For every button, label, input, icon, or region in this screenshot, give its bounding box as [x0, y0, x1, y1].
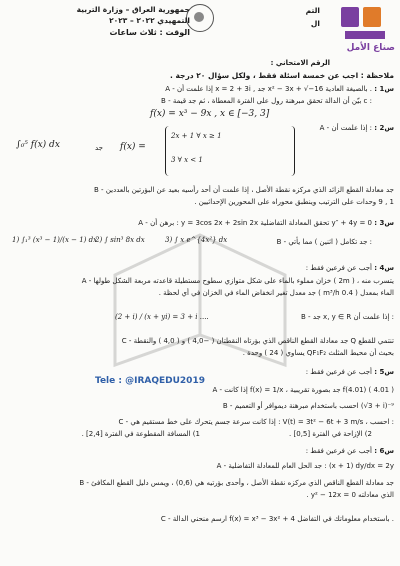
- exam-number-label: الرقم الامتحاني :: [270, 59, 330, 67]
- q3-integral-1: 1) ∫₁³ (x³ − 1)/(x − 1) dx: [12, 236, 98, 244]
- q5-part-a: A - إذا كانت f(x) = 1/x ، جد بصورة تقريبية f(4.01) ( 4.01 ): [212, 386, 394, 394]
- q1-function: f(x) = x³ − 9x , x ∈ [−3, 3]: [150, 109, 270, 119]
- q4-title: أجب عن فرعين فقط :: [305, 264, 372, 272]
- header-ministry: جمهورية العراق – وزارة التربية: [76, 5, 190, 14]
- header-time: الوقت : ثلاث ساعات: [109, 28, 190, 37]
- telegram-watermark: Tele : @IRAQEDU2019: [95, 376, 205, 386]
- q4-part-a: A - خزان مملوء بالماء على شكل متوازي سطوح مستطيلة قاعدته مربعة الشكل طولها ( 2m ) ، يتسرب منه: [81, 277, 394, 285]
- q6-part-b-cont: الذي معادلته y² − 12x = 0 .: [306, 491, 394, 499]
- q5-part-c-1: 1) المسافة المقطوعة في الفترة [2,4] .: [81, 430, 200, 438]
- q4-part-c-cont: بحيث أن محيط المثلث QF₁F₂ يساوي ( 24 ) وحدة .: [242, 349, 394, 357]
- q1-label: س1 :: [374, 85, 394, 93]
- q3-part-a: A - برهن أن : y = 3cos 2x + 2sin 2x تحقق المعادلة التفاضلية y″ + 4y = 0: [138, 219, 372, 227]
- q4-part-b-eq: (2 + i) / (x + yi) = 3 + i ....: [115, 313, 209, 321]
- q2-piece-2: 3 ∀ x < 1: [171, 156, 203, 165]
- q6-label: س6 :: [374, 447, 394, 455]
- q4-label: س4 :: [374, 264, 394, 272]
- q2-piecewise: [165, 126, 295, 176]
- q4-part-c: C - جد معادلة القطع الناقص الذي بؤرتاه النقطتان ( −4,0 ) و ( 4,0 ) والنقطة Q تنتمي للقطع: [121, 337, 394, 345]
- q4-part-b: B - جد x, y ∈ R إذا علمت أن :: [301, 313, 394, 321]
- q5-part-b: B - احسب باستخدام مبرهنة ديموافر أو التعميم (√3 + i)⁻⁹: [222, 402, 394, 410]
- q2-label: س2 :: [374, 124, 394, 132]
- q2-part-b: B - جد معادلة القطع الزائد الذي مركزه نقطة الأصل ، إذا علمت أن أحد رأسيه بعيد عن البؤرتين بالعددين: [94, 186, 394, 194]
- logo-text: صناع الأمل: [346, 43, 395, 53]
- q6-title: أجب عن فرعين فقط :: [305, 447, 372, 455]
- q3-integral-3: 3) ∫ x e^{4x²} dx: [165, 236, 228, 244]
- q3-part-b: B - جد تكامل ( اثنين ) مما يأتي :: [276, 238, 372, 246]
- q4-part-a-cont: الماء بمعدل ( 0.4 m³/h ) جد معدل تغير انخفاض الماء في الخزان في أي لحظة .: [158, 289, 394, 297]
- q3-label: س3 :: [374, 219, 394, 227]
- q6-part-b: B - جد معادلة القطع الناقص الذي مركزه نقطة الأصل ، وأحدى بؤرتيه هي (0,6) ، ويمس دليل القطع المكافئ: [79, 479, 394, 487]
- q2-piece-1: 2x + 1 ∀ x ≥ 1: [171, 132, 222, 140]
- q2-fx: f(x) =: [120, 142, 146, 152]
- q6-part-a: A - جد الحل العام للمعادلة التفاضلية : (x + 1) dy/dx = 2y: [216, 462, 394, 470]
- q5-title: أجب عن فرعين فقط :: [305, 368, 372, 376]
- header-right-top: التم: [305, 6, 320, 15]
- q6-part-c: C - ارسم منحني الدالة f(x) = x³ − 3x² + 4 باستخدام معلوماتك في التفاضل .: [160, 515, 394, 523]
- q2-part-b-cont: 1 , 9 وحدات على الترتيب وينطبق محوراه على المحورين الإحداثيين .: [194, 198, 394, 206]
- header-right-mid: ال: [310, 19, 320, 28]
- q5-part-c-2: 2) الإزاحة في الفترة [0,5] .: [289, 430, 372, 438]
- q2-integral: ∫₀⁵ f(x) dx: [16, 140, 60, 150]
- q5-part-c: C - إذا كانت سرعة جسم يتحرك على خط مستقيم هي : V(t) = 3t² − 6t + 3 m/s ، احسب :: [118, 418, 394, 426]
- q3-integral-2: 2) ∫ sin³ 8x dx: [95, 236, 145, 244]
- ministry-seal-icon: [186, 4, 214, 32]
- exam-note: ملاحظة : اجب عن خمسة اسئلة فقط ، ولكل سؤال ٢٠ درجة .: [170, 71, 394, 80]
- q1-part-a: A - إذا علمت أن x = 2 + 3i , جد x² − 3x + √−16 بالصيغة العادية .: [165, 85, 372, 93]
- q5-label: س5 :: [374, 368, 394, 376]
- platform-logo: [335, 5, 397, 60]
- q2-find: جد: [95, 144, 104, 152]
- header-year: التمهيدي ٢٠٢٢ – ٢٠٢٣: [109, 16, 190, 25]
- q1-part-b: B - بيّن أن الدالة تحقق مبرهنة رول على الفترة المعطاة ، ثم جد قيمة c :: [161, 97, 372, 105]
- q2-intro: A - إذا علمت أن :: [319, 124, 372, 132]
